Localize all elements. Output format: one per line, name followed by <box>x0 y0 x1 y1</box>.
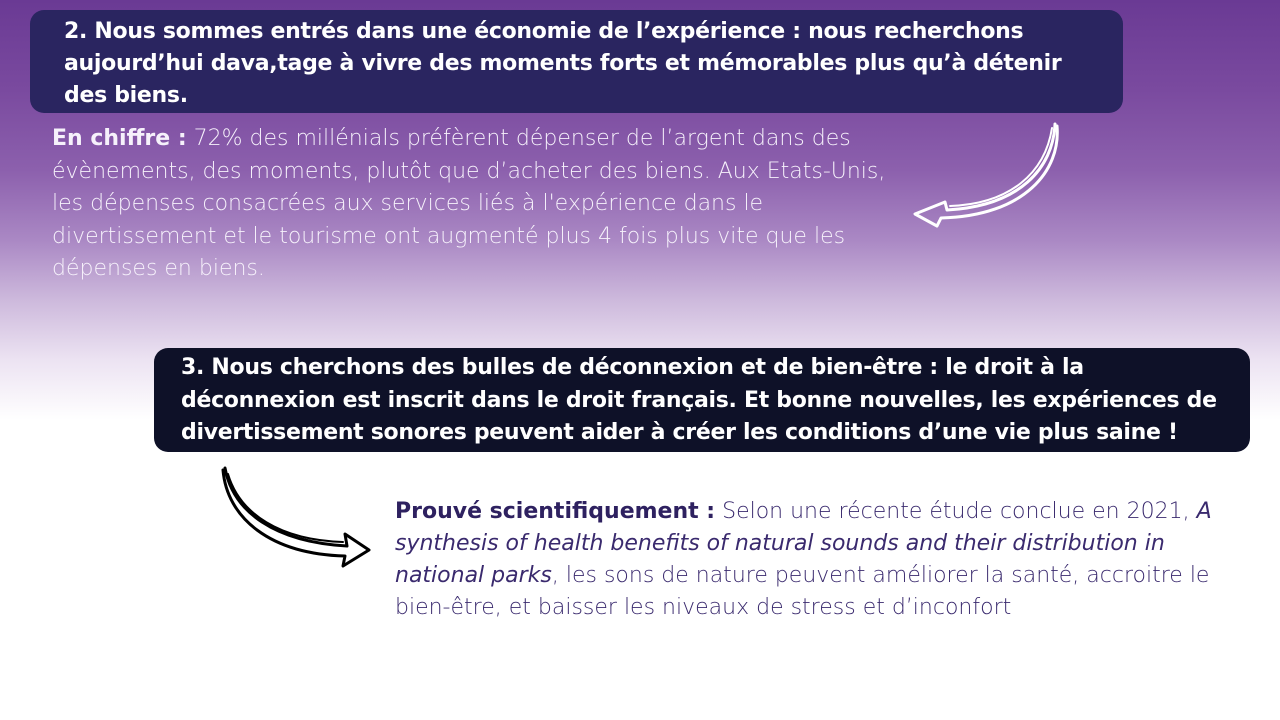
point-2-box <box>30 10 1123 113</box>
curved-arrow-icon <box>905 118 1070 233</box>
science-paragraph <box>395 496 1245 624</box>
curved-arrow-icon <box>215 462 380 577</box>
stat-lead: En chiffre : <box>52 126 187 151</box>
stat-text: 72% des millénials préfèrent dépenser de l’argent dans des évènements, des moments, plutôt que d’acheter des biens. Aux Etats-Unis, les dépenses consacrées aux services liés à l'expérience dans le divertissement et le tourisme ont augmenté plus 4 fois plus vite que les dépenses en biens. <box>52 126 886 281</box>
stat-paragraph <box>52 123 922 286</box>
point-2-text: 2. Nous sommes entrés dans une économie de l’expérience : nous recherchons aujourd’hui dava,tage à vivre des moments forts et mémorables plus qu’à détenir des biens. <box>64 19 1062 108</box>
point-3-box <box>154 348 1250 452</box>
study-title: A synthesis of health benefits of natural sounds and their distribution in national parks <box>395 499 1212 588</box>
point-3-text: 3. Nous cherchons des bulles de déconnexion et de bien-être : le droit à la déconnexion est inscrit dans le droit français. Et bonne nouvelles, les expériences de divertissement sonores peuvent aider à créer les conditions d’une vie plus saine ! <box>181 355 1217 445</box>
science-text-after: , les sons de nature peuvent améliorer la santé, accroitre le bien-être, et baisser les niveaux de stress et d’inconfort <box>395 563 1210 620</box>
science-text-before: Selon une récente étude conclue en 2021, <box>715 499 1197 524</box>
science-lead: Prouvé scientifiquement : <box>395 499 716 524</box>
